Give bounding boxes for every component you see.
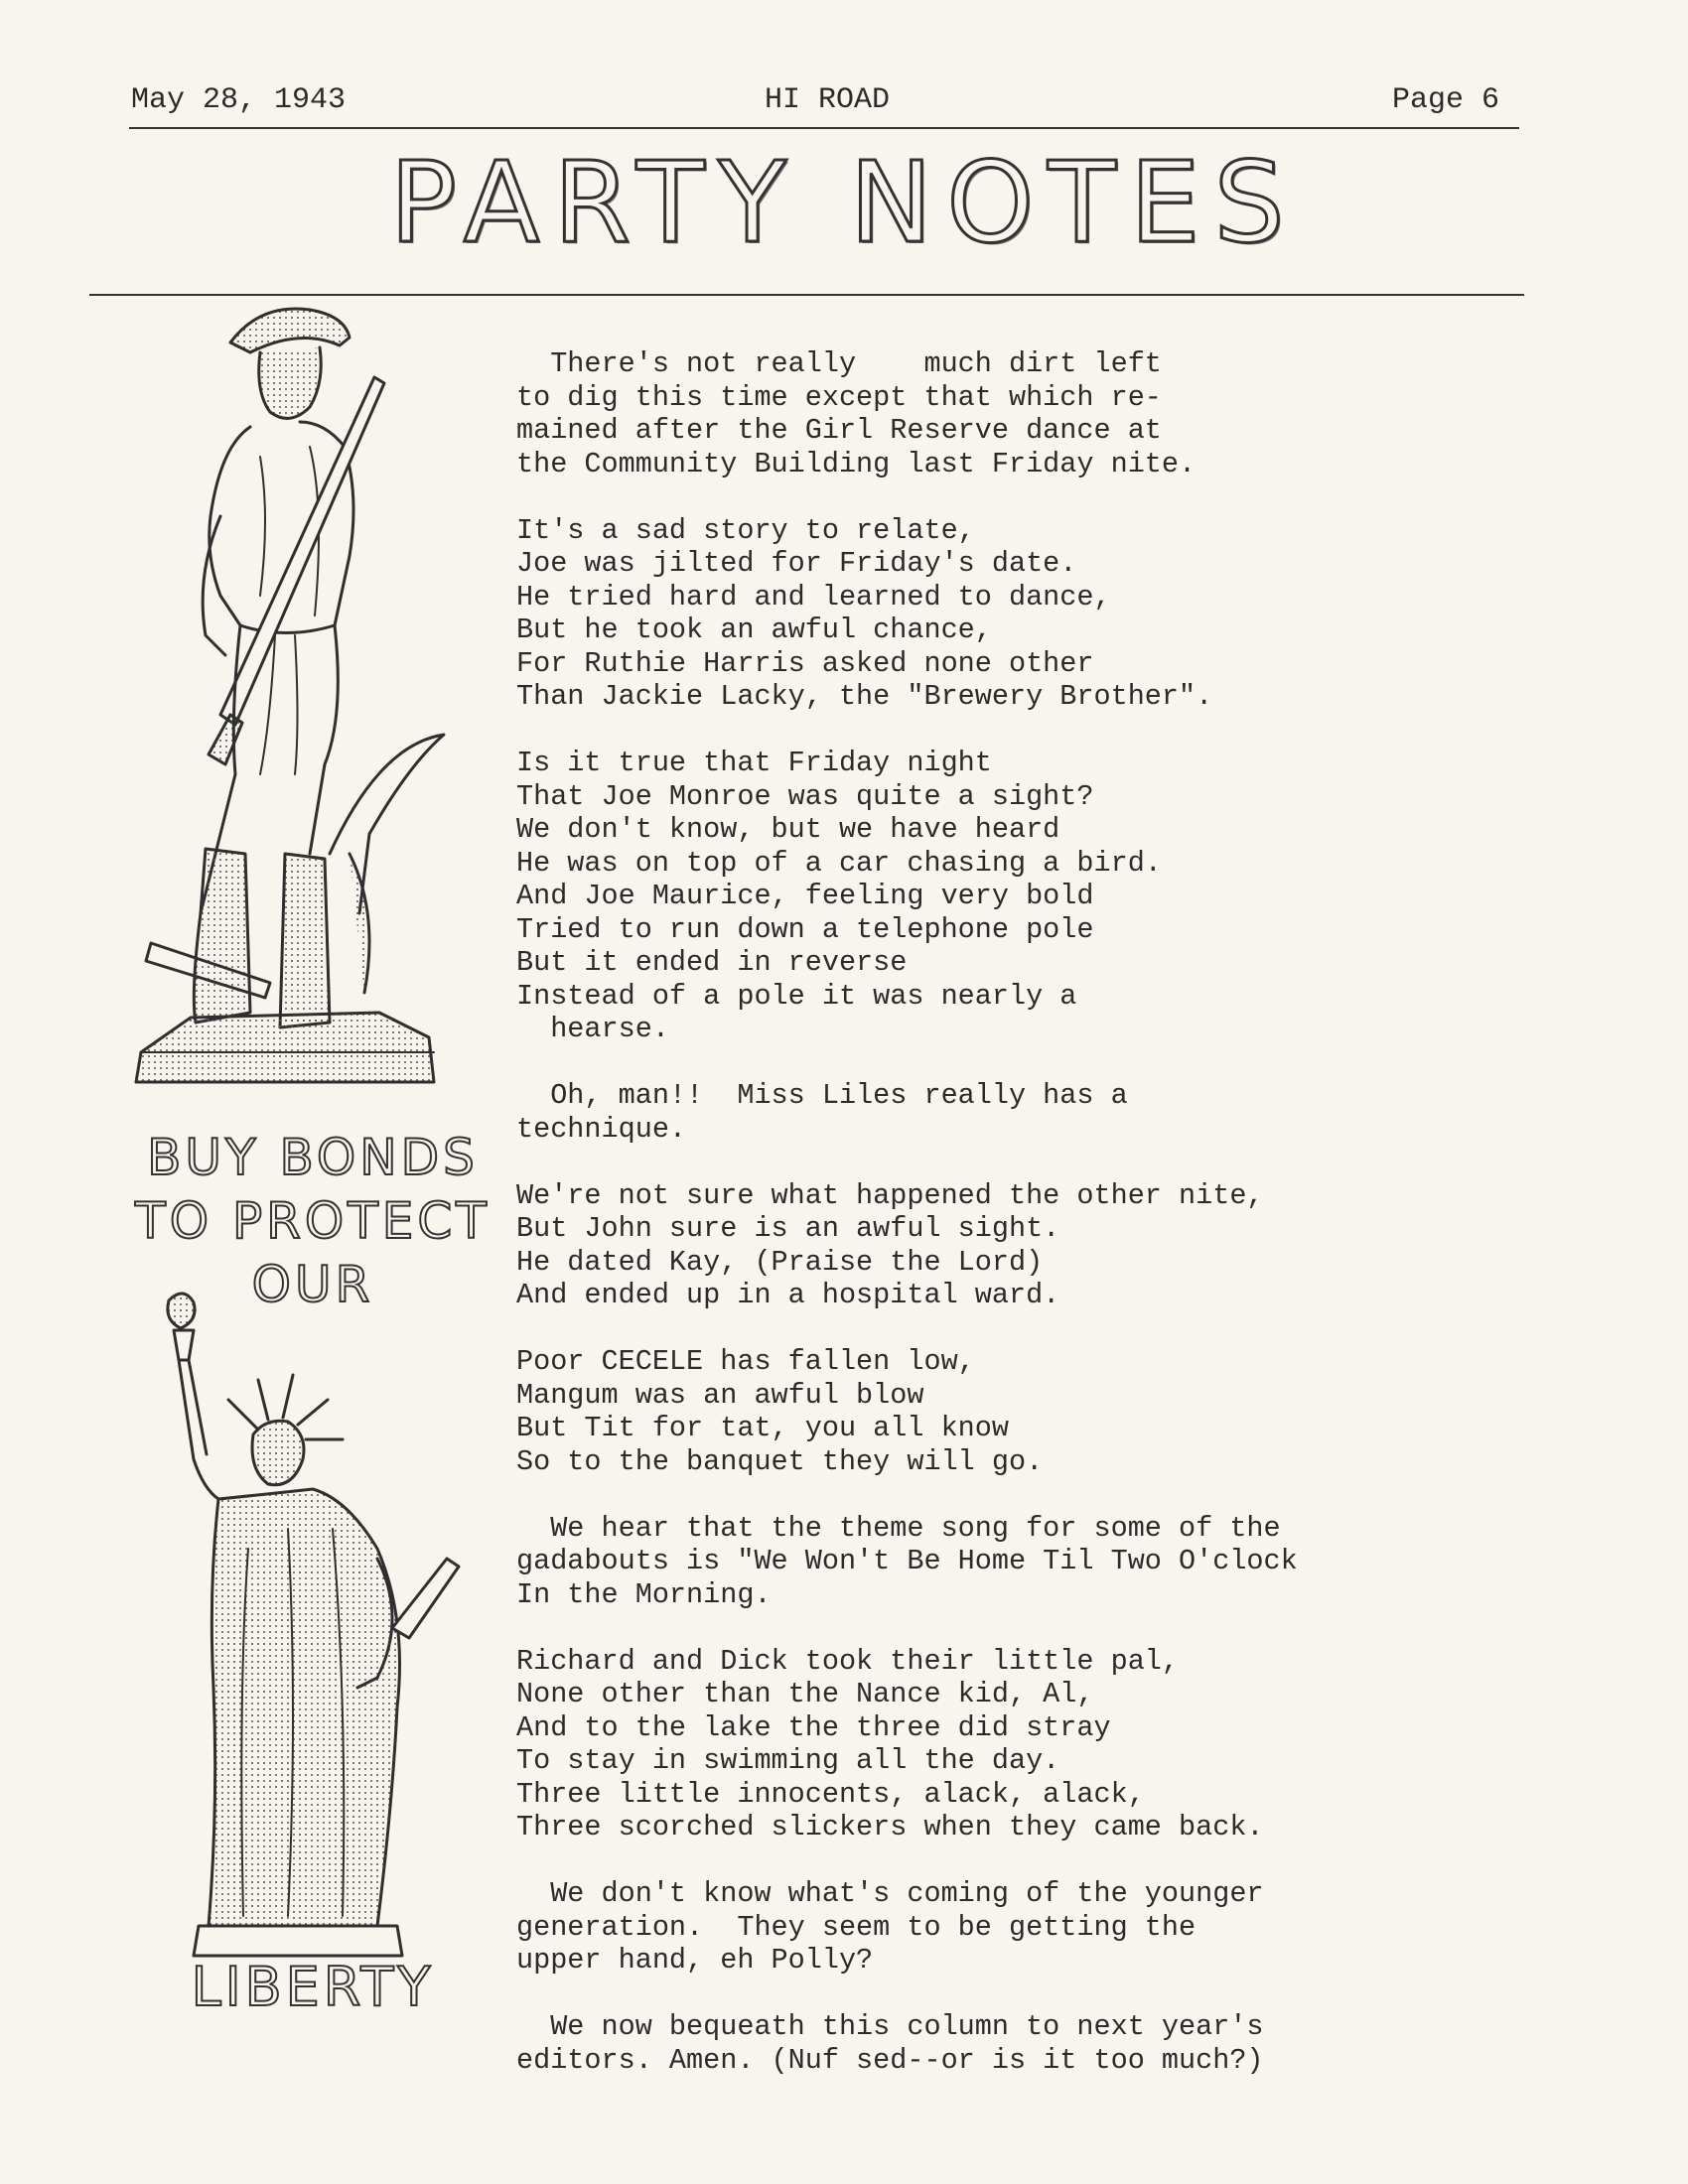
column-paragraph: We hear that the theme song for some of the gadabouts is "We Won't Be Home Til Two O'clock In the Morning.: [516, 1511, 1298, 1611]
page-title: PARTY NOTES: [389, 139, 1299, 268]
issue-date: May 28, 1943: [131, 83, 347, 117]
page-number: Page 6: [1391, 83, 1499, 117]
column-paragraph: We don't know what's coming of the younger generation. They seem to be getting the upper hand, eh Polly?: [516, 1877, 1264, 1977]
page-header: [129, 81, 1519, 129]
minuteman-statue-illustration: [111, 298, 479, 1092]
column-poem-cecele: Poor CECELE has fallen low, Mangum was an awful blow But Tit for tat, you all know So to the banquet they will go.: [516, 1345, 1044, 1478]
column-poem-john: We're not sure what happened the other nite, But John sure is an awful sight. He dated Kay, (Praise the Lord) And ended up in a hospital ward.: [516, 1178, 1264, 1311]
slogan-liberty: [119, 1956, 506, 2019]
column-paragraph: Oh, man!! Miss Liles really has a technique.: [516, 1079, 1128, 1146]
slogan-buy-bonds: [119, 1126, 506, 1316]
column-poem-lake: Richard and Dick took their little pal, None other than the Nance kid, Al, And to the lake the three did stray To stay in swimming all the day. Three little innocents, alack, alack, Three scorched slickers when they came back.: [516, 1644, 1264, 1843]
column-poem-joe: It's a sad story to relate, Joe was jilted for Friday's date. He tried hard and learned to dance, But he took an awful chance, For Ruthie Harris asked none other Than Jackie Lacky, the "Brewery Brother".: [516, 513, 1213, 713]
column-paragraph: There's not really much dirt left to dig this time except that which re- mained after the Girl Reserve dance at the Community Building last Friday nite.: [516, 347, 1196, 480]
party-notes-column: [516, 347, 1509, 2111]
slogan-buy-bonds-text: BUY BONDS TO PROTECT OUR: [135, 1129, 491, 1313]
column-closing: We now bequeath this column to next year's editors. Amen. (Nuf sed--or is it too much?): [516, 2010, 1264, 2077]
newspaper-name: HI ROAD: [765, 83, 891, 117]
title-divider: [89, 294, 1524, 296]
slogan-liberty-text: LIBERTY: [191, 1956, 435, 2018]
column-poem-friday: Is it true that Friday night That Joe Monroe was quite a sight? We don't know, but we have heard He was on top of a car chasing a bird. And Joe Maurice, feeling very bold Tried to run down a telephone pole But it ended in reverse Instead of a pole it was nearly a hearse.: [516, 747, 1162, 1045]
statue-of-liberty-illustration: [149, 1291, 487, 1966]
